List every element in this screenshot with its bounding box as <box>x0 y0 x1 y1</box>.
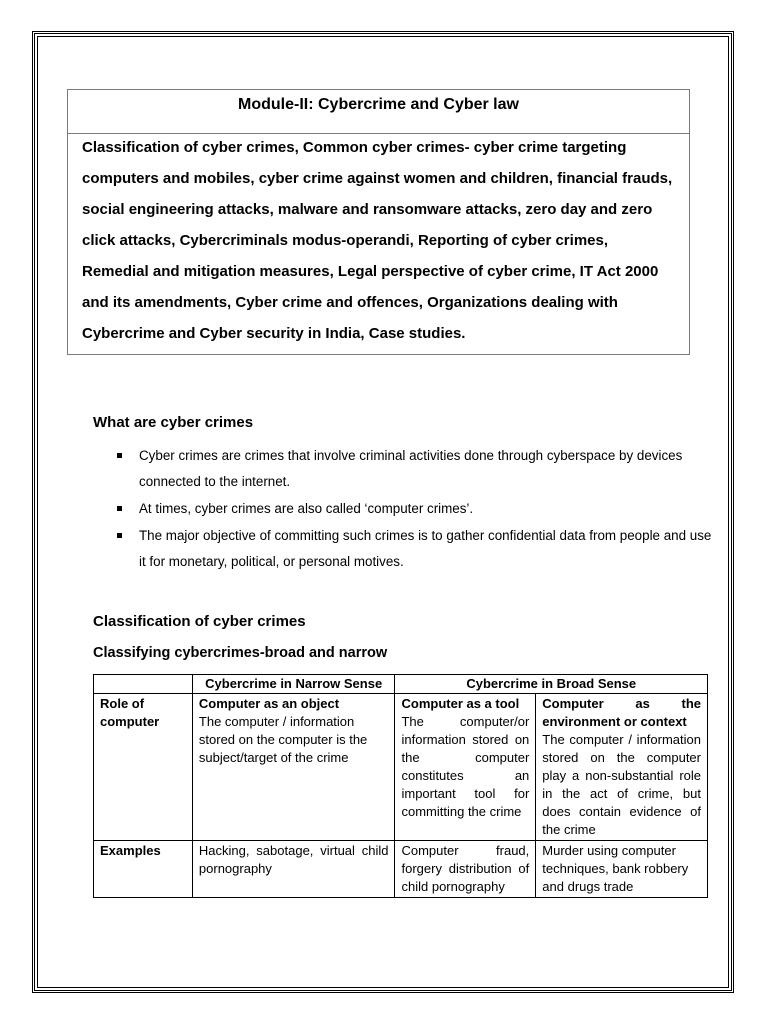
square-bullet-icon <box>117 453 122 458</box>
heading-classification: Classification of cyber crimes <box>93 613 306 630</box>
cell-title: Computer as the environment or context <box>542 696 701 729</box>
module-title: Module-II: Cybercrime and Cyber law <box>68 90 689 134</box>
bullet-text: The major objective of committing such crimes is to gather confidential data from people and use it for monetary, political, or personal motives. <box>139 528 712 569</box>
bullet-list <box>113 443 713 576</box>
cell-title: Computer as an object <box>198 696 340 711</box>
header-empty-cell <box>94 675 193 694</box>
header-broad-sense: Cybercrime in Broad Sense <box>395 675 708 694</box>
row-label-examples <box>94 841 193 898</box>
module-syllabus: Classification of cyber crimes, Common cyber crimes- cyber crime targeting computers and mobiles, cyber crime against women and children, financial frauds, social engineering attacks, malware and ransomware attacks, zero day and zero click attacks, Cybercriminals modus-operandi, Reporting of cyber crimes, Remedial and mitigation measures, Legal perspective of cyber crime, IT Act 2000 and its amendments, Cyber crime and offences, Organizations dealing with Cybercrime and Cyber security in India, Case studies. <box>82 139 673 342</box>
cell-computer-tool <box>395 694 536 841</box>
list-item <box>113 443 713 495</box>
heading-what-are-cyber-crimes: What are cyber crimes <box>93 414 254 431</box>
cell-text: The computer / information stored on the computer play a non-substantial role in the act of crime, but does contain evidence of the crime <box>542 732 701 837</box>
row-label-role <box>94 694 193 841</box>
cell-examples-environment: Murder using computer techniques, bank robbery and drugs trade <box>536 841 708 898</box>
row-label-text: Role of computer <box>100 696 160 729</box>
header-narrow-sense: Cybercrime in Narrow Sense <box>192 675 395 694</box>
table-row <box>94 841 708 898</box>
square-bullet-icon <box>117 533 122 538</box>
cell-computer-environment <box>536 694 708 841</box>
cell-examples-narrow: Hacking, sabotage, virtual child pornography <box>192 841 395 898</box>
table-header-row <box>94 675 708 694</box>
subheading-broad-narrow: Classifying cybercrimes-broad and narrow <box>93 645 388 661</box>
cell-computer-object <box>192 694 395 841</box>
list-item <box>113 523 713 575</box>
list-item <box>113 496 713 522</box>
classification-table <box>93 674 708 898</box>
cell-text: The computer / information stored on the computer is the subject/target of the crime <box>198 714 368 765</box>
cell-examples-tool: Computer fraud, forgery distribution of child pornography <box>395 841 536 898</box>
square-bullet-icon <box>117 506 122 511</box>
table-row <box>94 694 708 841</box>
cell-text: The computer/or information stored on the computer constitutes an important tool for committing the crime <box>401 714 530 819</box>
module-box <box>67 89 690 355</box>
bullet-text: Cyber crimes are crimes that involve criminal activities done through cyberspace by devices connected to the internet. <box>139 448 683 489</box>
row-label-text: Examples <box>100 843 161 858</box>
bullet-text: At times, cyber crimes are also called ‘computer crimes’. <box>139 501 474 516</box>
cell-title: Computer as a tool <box>401 696 520 711</box>
